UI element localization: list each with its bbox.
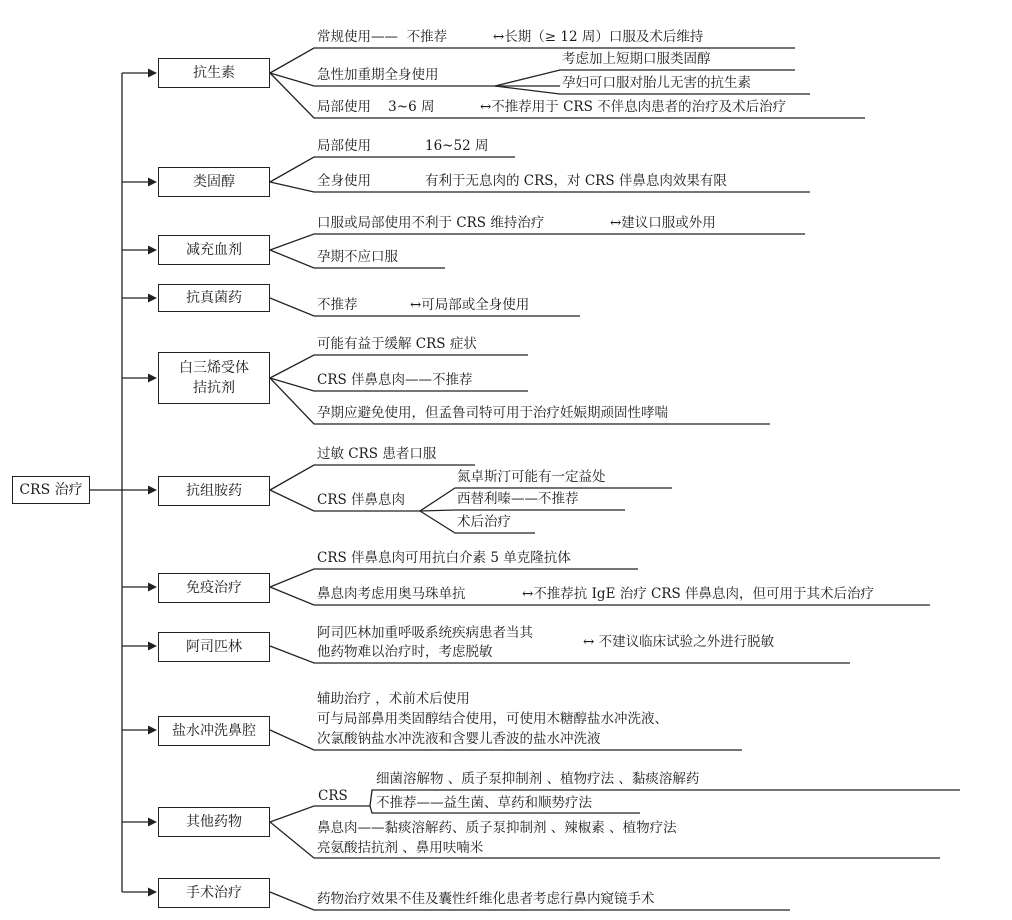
other-polyp2: 亮氨酸拮抗剂 、鼻用呋喃米	[317, 840, 484, 856]
antibiotics-local-alt: ↔不推荐用于 CRS 不伴息肉患者的治疗及术后治疗	[480, 99, 787, 115]
antihistamines-sub3: 术后治疗	[457, 514, 511, 530]
decongestants-line1: 口服或局部使用不利于 CRS 维持治疗	[317, 215, 545, 231]
immunotherapy-line1: CRS 伴鼻息肉可用抗白介素 5 单克隆抗体	[317, 550, 571, 566]
saline-line3: 次氯酸钠盐水冲洗液和含婴儿香波的盐水冲洗液	[317, 731, 601, 747]
root-label: CRS 治疗	[19, 482, 83, 498]
antibiotics-acute-sub1: 考虑加上短期口服类固醇	[562, 51, 711, 67]
category-label: 阿司匹林	[186, 639, 242, 655]
category-other	[158, 807, 270, 837]
category-surgery	[158, 878, 270, 908]
category-label: 抗生素	[193, 65, 235, 81]
antifungals-line1-alt: ↔可局部或全身使用	[410, 297, 530, 313]
antihistamines-line2: CRS 伴鼻息肉	[317, 492, 406, 508]
other-crs: CRS	[318, 788, 348, 804]
category-label: 盐水冲洗鼻腔	[172, 723, 256, 739]
antibiotics-acute: 急性加重期全身使用	[317, 67, 439, 83]
aspirin-line1: 阿司匹林加重呼吸系统疾病患者当其	[317, 625, 533, 641]
other-polyp1: 鼻息肉——黏痰溶解药、质子泵抑制剂 、辣椒素 、植物疗法	[317, 820, 677, 836]
antifungals-line1: 不推荐	[317, 297, 358, 313]
antihistamines-sub1: 氮卓斯汀可能有一定益处	[457, 469, 606, 485]
category-label: 手术治疗	[186, 885, 242, 901]
category-label: 其他药物	[186, 814, 242, 830]
immunotherapy-line2-alt: ↔不推荐抗 IgE 治疗 CRS 伴鼻息肉，但可用于其术后治疗	[522, 586, 875, 602]
other-crs-sub1: 细菌溶解物 、质子泵抑制剂 、植物疗法 、黏痰溶解药	[376, 771, 700, 787]
steroids-local: 局部使用	[317, 138, 371, 154]
category-label: 白三烯受体 拮抗剂	[179, 360, 249, 396]
antibiotics-routine: 常规使用—— 不推荐	[317, 29, 448, 45]
category-antihistamines	[158, 476, 270, 506]
category-label: 类固醇	[193, 174, 235, 190]
category-decongestants	[158, 235, 270, 265]
decongestants-line1-alt: ↔建议口服或外用	[610, 215, 716, 231]
antibiotics-routine-alt: ↔长期（≥ 12 周）口服及术后维持	[493, 29, 704, 45]
root-node	[12, 476, 90, 504]
category-label: 免疫治疗	[186, 580, 242, 596]
antihistamines-sub2: 西替利嗪——不推荐	[457, 491, 579, 507]
category-label: 抗真菌药	[186, 290, 242, 306]
decongestants-line2: 孕期不应口服	[317, 249, 398, 265]
surgery-line1: 药物治疗效果不佳及囊性纤维化患者考虑行鼻内窥镜手术	[317, 891, 655, 907]
immunotherapy-line2: 鼻息肉考虑用奥马珠单抗	[317, 586, 466, 602]
category-label: 抗组胺药	[186, 483, 242, 499]
leukotriene-line1: 可能有益于缓解 CRS 症状	[317, 336, 477, 352]
category-leukotriene	[158, 352, 270, 404]
category-antifungals	[158, 284, 270, 312]
aspirin-line2: 他药物难以治疗时，考虑脱敏	[317, 644, 493, 660]
leukotriene-line2: CRS 伴鼻息肉——不推荐	[317, 372, 473, 388]
saline-line1: 辅助治疗 ，术前术后使用	[317, 691, 470, 707]
steroids-systemic: 全身使用	[317, 173, 371, 189]
saline-line2: 可与局部鼻用类固醇结合使用，可使用木糖醇盐水冲洗液、	[317, 711, 668, 727]
antibiotics-local: 局部使用 3~6 周	[317, 99, 435, 115]
category-antibiotics	[158, 58, 270, 88]
leukotriene-line3: 孕期应避免使用，但孟鲁司特可用于治疗妊娠期顽固性哮喘	[317, 405, 668, 421]
antibiotics-acute-sub2: 孕妇可口服对胎儿无害的抗生素	[562, 75, 751, 91]
steroids-systemic-note: 有利于无息肉的 CRS，对 CRS 伴鼻息肉效果有限	[425, 173, 727, 189]
steroids-local-weeks: 16~52 周	[425, 138, 489, 154]
category-saline	[158, 716, 270, 746]
category-immunotherapy	[158, 573, 270, 603]
antihistamines-line1: 过敏 CRS 患者口服	[317, 446, 437, 462]
category-aspirin	[158, 632, 270, 662]
aspirin-alt: ↔ 不建议临床试验之外进行脱敏	[583, 634, 775, 650]
category-steroids	[158, 167, 270, 197]
other-crs-sub2: 不推荐——益生菌、草药和顺势疗法	[376, 795, 592, 811]
category-label: 减充血剂	[186, 242, 242, 258]
